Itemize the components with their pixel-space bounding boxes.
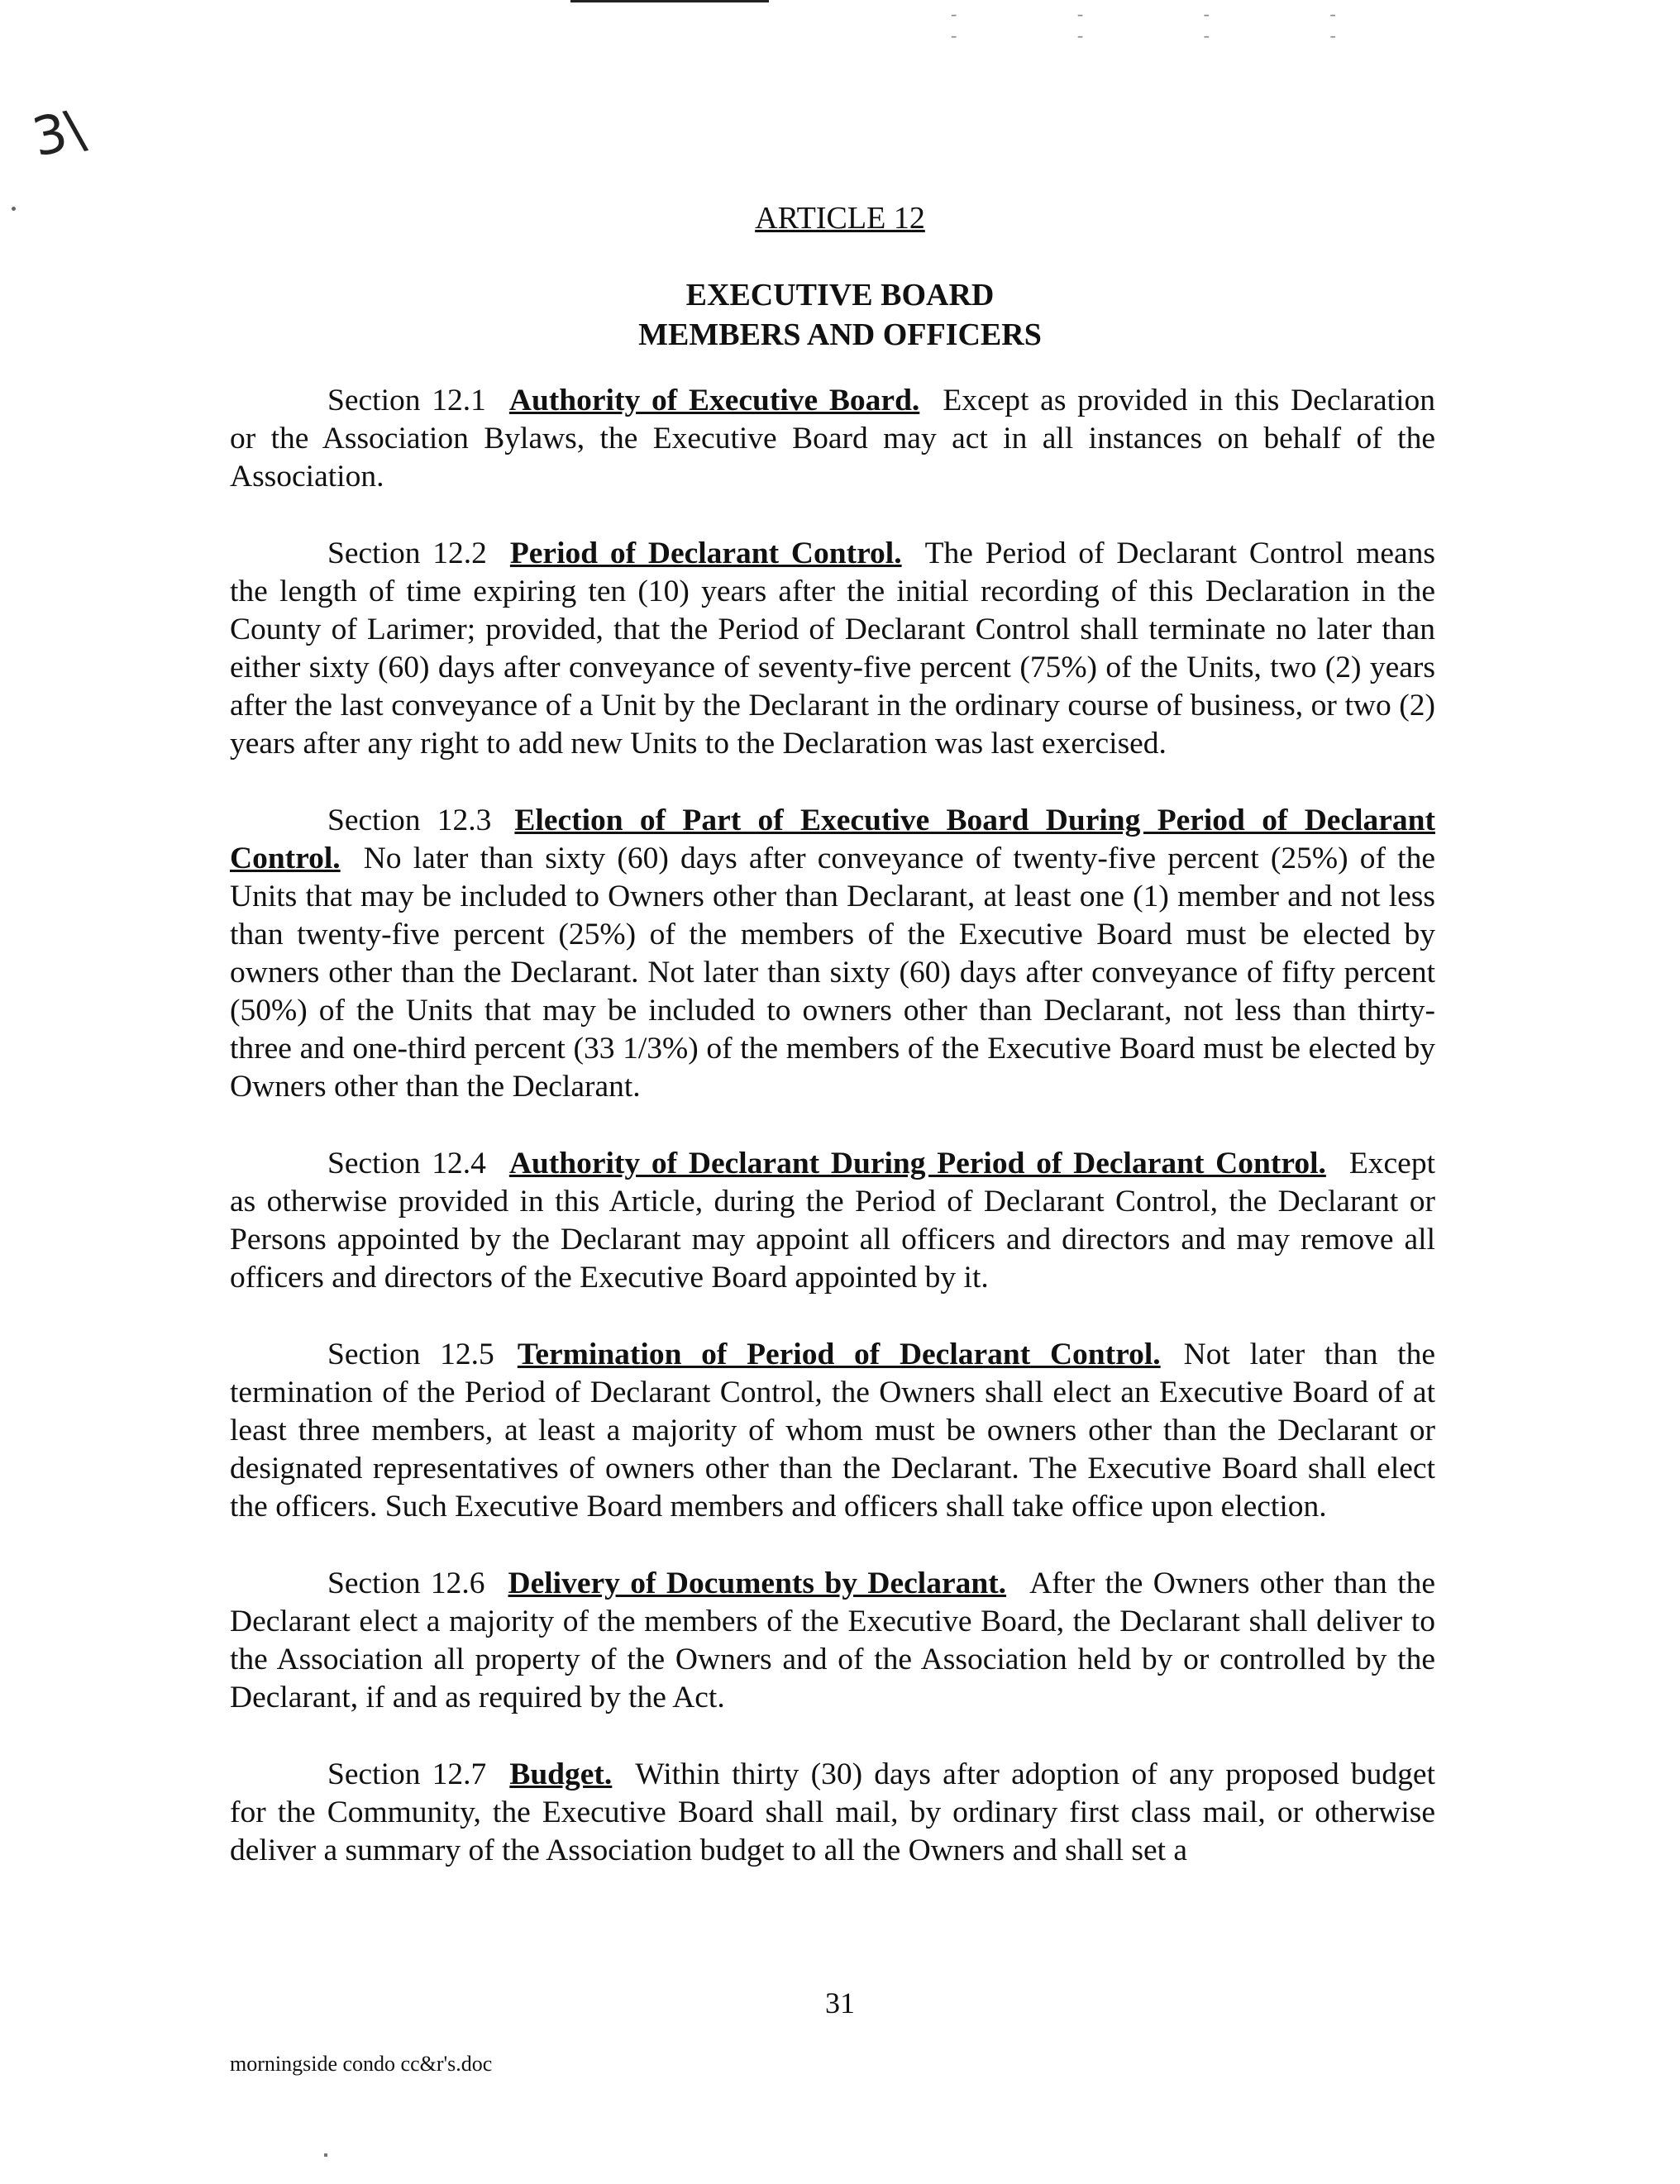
footer-filename: morningside condo cc&r's.doc — [230, 2052, 493, 2076]
section-title: Delivery of Documents by Declarant. — [508, 1566, 1007, 1600]
section-number: Section 12.6 — [327, 1566, 485, 1600]
section-number: Section 12.2 — [327, 536, 487, 570]
section-text: Within thirty (30) days after adoption of any proposed budget for the Community, the Executive Board shall mail, by ordinary first class mail, or otherwise deliver a summary of the Association budget to all the Owners and shall set a — [230, 1757, 1435, 1867]
article-heading — [0, 198, 1680, 355]
section-number: Section 12.7 — [327, 1757, 487, 1791]
section-text: No later than sixty (60) days after conveyance of twenty-five percent (25%) of the Units that may be included to Owners other than Declarant, at least one (1) member and not less than twenty-five percent (25%) of the members of the Executive Board must be elected by owners other than the Declarant. Not later than sixty (60) days after conveyance of fifty percent (50%) of the Units that may be included to owners other than Declarant, not less than thirty-three and one-third percent (33 1/3%) of the members of the Executive Board must be elected by Owners other than the Declarant. — [230, 842, 1435, 1104]
handwritten-page-mark: 3\ — [26, 98, 91, 169]
section-title: Period of Declarant Control. — [509, 536, 902, 570]
section-number: Section 12.5 — [327, 1338, 494, 1371]
scan-artifact-dots: - - - - - - - - — [951, 3, 1394, 45]
section-12-6 — [230, 1565, 1435, 1717]
section-text: After the Owners other than the Declarant elect a majority of the members of the Executive Board, the Declarant shall deliver to the Association all property of the Owners and of the Association held by or controlled by the Declarant, if and as required by the Act. — [230, 1566, 1436, 1714]
section-number: Section 12.3 — [327, 804, 492, 837]
section-12-7 — [230, 1756, 1435, 1870]
section-text: The Period of Declarant Control means the length of time expiring ten (10) years after the initial recording of this Declaration in the County of Larimer; provided, that the Period of Declarant Control shall terminate no later than either sixty (60) days after conveyance of seventy-five percent (75%) of the Units, two (2) years after the last conveyance of a Unit by the Declarant in the ordinary course of business, or two (2) years after any right to add new Units to the Declaration was last exercised. — [230, 536, 1435, 761]
section-title: Authority of Executive Board. — [508, 384, 920, 417]
section-number: Section 12.4 — [327, 1147, 486, 1180]
section-12-1 — [230, 382, 1435, 496]
article-subtitle-line-2: MEMBERS AND OFFICERS — [638, 317, 1042, 352]
article-title: ARTICLE 12 — [755, 201, 925, 236]
section-text: Except as provided in this Declaration or the Association Bylaws, the Executive Board may act in all instances on behalf of the Association. — [230, 384, 1436, 494]
section-12-2 — [230, 535, 1435, 763]
section-title: Budget. — [509, 1757, 613, 1791]
section-title: Election of Part of Executive Board During Period of Declarant Control. — [230, 804, 1435, 875]
top-rule — [570, 0, 769, 2]
document-body — [230, 382, 1435, 1909]
section-title: Termination of Period of Declarant Control. — [517, 1338, 1161, 1371]
section-text: Except as otherwise provided in this Article, during the Period of Declarant Control, the Declarant or Persons appointed by the Declarant may appoint all officers and directors and may remove all officers and directors of the Executive Board appointed by it. — [230, 1147, 1435, 1295]
section-title: Authority of Declarant During Period of Declarant Control. — [508, 1147, 1326, 1180]
section-12-4 — [230, 1145, 1435, 1297]
page-number: 31 — [825, 1986, 855, 2019]
section-number: Section 12.1 — [327, 384, 486, 417]
article-subtitle-line-1: EXECUTIVE BOARD — [685, 278, 995, 312]
section-12-5 — [230, 1336, 1435, 1526]
section-12-3 — [230, 802, 1435, 1106]
scan-artifact-dot — [324, 2153, 327, 2157]
section-text: Not later than the termination of the Period of Declarant Control, the Owners shall elect an Executive Board of at least three members, at least a majority of whom must be owners other than the Declarant or designated representatives of owners other than the Declarant. The Executive Board shall elect the officers. Such Executive Board members and officers shall take office upon election. — [230, 1338, 1435, 1524]
